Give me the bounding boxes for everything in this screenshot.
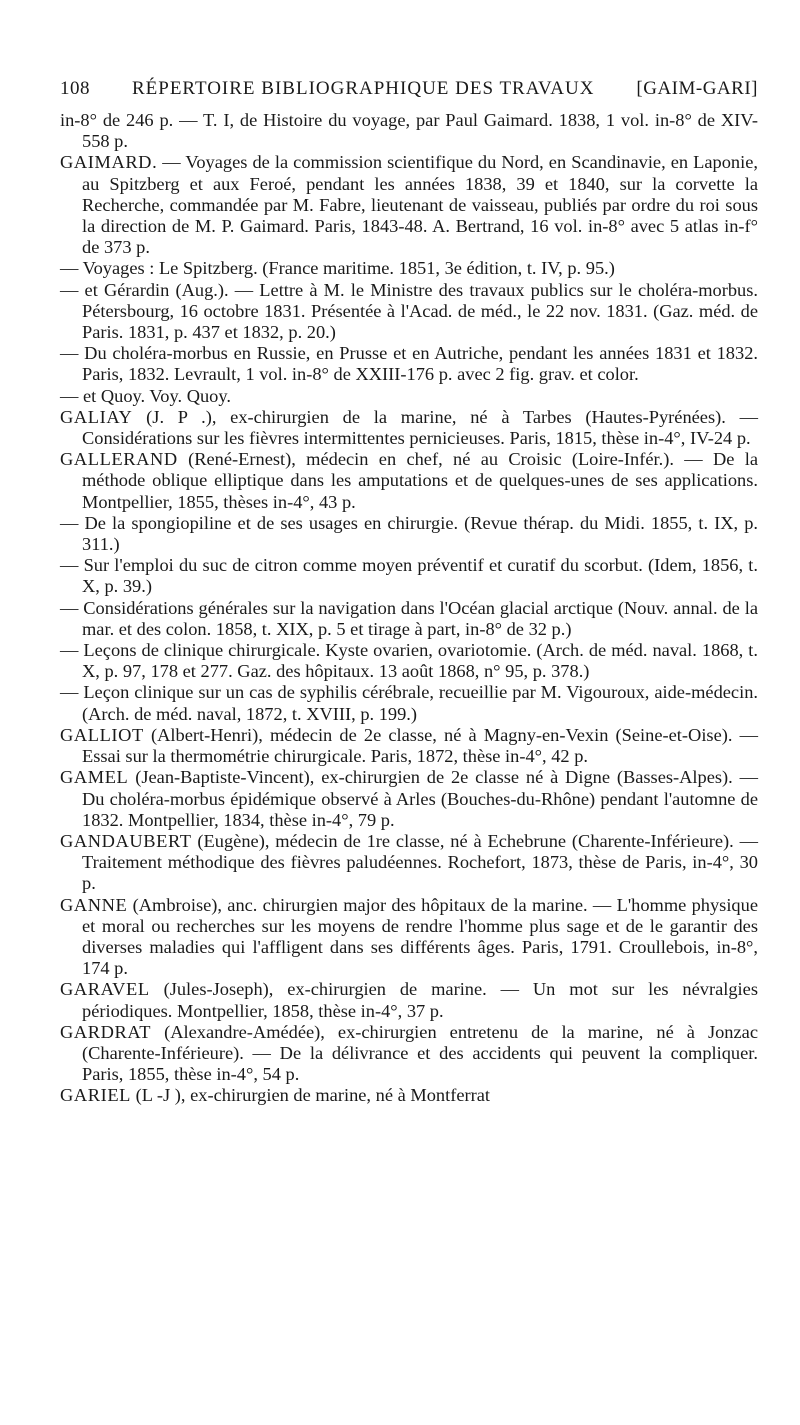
bibliography-entry <box>60 406 758 449</box>
entry-text: — Voyages : Le Spitzberg. (France maritime. 1851, 3e édition, t. IV, p. 95.) <box>60 258 615 279</box>
bibliography-entry <box>60 597 758 640</box>
bibliography-entry <box>60 1021 758 1086</box>
bibliography-entry <box>60 449 758 513</box>
entry-text: (Eugène), médecin de 1re classe, né à Echebrune (Charente-Inférieure). — Traitement méthodique des fièvres paludéennes. Rochefort, 1873, thèse de Paris, in-4°, 30 p. <box>82 830 758 894</box>
bibliography-entry <box>60 830 758 895</box>
alphabetical-range: [GAIM-GARI] <box>636 78 758 99</box>
entry-text: (Alexandre-Amédée), ex-chirurgien entretenu de la marine, né à Jonzac (Charente-Inférieure). — De la délivrance et des accidents qui peuvent la compliquer. Paris, 1855, thèse in-4°, 54 p. <box>82 1021 758 1085</box>
author-name: GARDRAT <box>60 1021 152 1042</box>
bibliography-entry <box>60 152 758 258</box>
entry-text: in-8° de 246 p. — T. I, de Histoire du voyage, par Paul Gaimard. 1838, 1 vol. in-8° de XIV-558 p. <box>60 110 758 152</box>
bibliography-entry <box>60 110 758 152</box>
bibliography-entry <box>60 512 758 555</box>
bibliography-entry <box>60 979 758 1021</box>
entry-text: — Leçon clinique sur un cas de syphilis cérébrale, recueillie par M. Vigouroux, aide-médecin. (Arch. de méd. naval, 1872, t. XVIII, p. 199.) <box>60 682 758 724</box>
bibliography-entry <box>60 343 758 385</box>
entry-text: — Leçons de clinique chirurgicale. Kyste ovarien, ovariotomie. (Arch. de méd. naval. 1868, t. X, p. 97, 178 et 277. Gaz. des hôpitaux. 13 août 1868, n° 95, p. 378.) <box>60 640 758 682</box>
bibliography-entry <box>60 767 758 831</box>
author-name: GANNE <box>60 894 128 915</box>
page-number: 108 <box>60 78 90 99</box>
author-name: GANDAUBERT <box>60 830 192 851</box>
bibliography-entry <box>60 279 758 344</box>
entry-text: — et Gérardin (Aug.). — Lettre à M. le Ministre des travaux publics sur le choléra-morbus. Pétersbourg, 16 octobre 1831. Présentée à l'Acad. de méd., le 22 nov. 1831. (Gaz. méd. de Paris. 1831, p. 437 et 1832, p. 20.) <box>60 279 758 343</box>
author-name: GAMEL <box>60 767 129 788</box>
running-title: RÉPERTOIRE BIBLIOGRAPHIQUE DES TRAVAUX <box>131 78 595 99</box>
entry-text: — Considérations générales sur la navigation dans l'Océan glacial arctique (Nouv. annal. de la mar. et des colon. 1858, t. XIX, p. 5 et tirage à part, in-8° de 32 p.) <box>60 597 758 639</box>
bibliography-entry <box>60 640 758 682</box>
author-name: GARIEL <box>60 1085 132 1106</box>
author-name: GALLIOT <box>60 724 144 745</box>
bibliography-entry <box>60 682 758 724</box>
author-name: GALLERAND <box>60 449 178 470</box>
entry-text: (Jules-Joseph), ex-chirurgien de marine. — Un mot sur les névralgies périodiques. Montpellier, 1858, thèse in-4°, 37 p. <box>82 979 758 1021</box>
bibliography-entry <box>60 385 758 407</box>
entry-text: (Albert-Henri), médecin de 2e classe, né à Magny-en-Vexin (Seine-et-Oise). — Essai sur la thermométrie chirurgicale. Paris, 1872, thèse in-4°, 42 p. <box>82 724 758 767</box>
author-name: GALIAY <box>60 406 133 427</box>
bibliography-entry <box>60 894 758 980</box>
author-name: GARAVEL <box>60 979 150 1000</box>
entry-text: — De la spongiopiline et de ses usages en chirurgie. (Revue thérap. du Midi. 1855, t. IX, p. 311.) <box>60 512 758 555</box>
entry-text: (Jean-Baptiste-Vincent), ex-chirurgien de 2e classe né à Digne (Basses-Alpes). — Du choléra-morbus épidémique observé à Arles (Bouches-du-Rhône) pendant l'automne de 1832. Montpellier, 1834, thèse in-4°, 79 p. <box>82 767 758 830</box>
bibliography-entry <box>60 724 758 767</box>
bibliography-entries <box>60 110 758 1107</box>
entry-text: — et Quoy. Voy. Quoy. <box>60 385 231 406</box>
entry-text: (Ambroise), anc. chirurgien major des hôpitaux de la marine. — L'homme physique et moral ou recherches sur les moyens de rendre l'homme plus sage et de le garantir des diverses maladies qui l'affligent dans ses différents âges. Paris, 1791. Croullebois, in-8°, 174 p. <box>82 894 758 979</box>
bibliography-entry <box>60 555 758 597</box>
entry-text: — Du choléra-morbus en Russie, en Prusse et en Autriche, pendant les années 1831 et 1832. Paris, 1832. Levrault, 1 vol. in-8° de XXIII-176 p. avec 2 fig. grav. et color. <box>60 343 758 385</box>
entry-text: — Voyages de la commission scientifique du Nord, en Scandinavie, en Laponie, au Spitzberg et aux Feroé, pendant les années 1838, 39 et 1840, sur la corvette la Recherche, commandée par M. Fabre, lieutenant de vaisseau, publiés par ordre du roi sous la direction de M. P. Gaimard. Paris, 1843-48. A. Bertrand, 16 vol. in-8° avec 5 atlas in-f° de 373 p. <box>82 152 758 258</box>
bibliography-entry <box>60 1085 758 1106</box>
entry-text: (J. P .), ex-chirurgien de la marine, né à Tarbes (Hautes-Pyrénées). — Considérations sur les fièvres intermittentes pernicieuses. Paris, 1815, thèse in-4°, IV-24 p. <box>82 406 758 449</box>
page-header <box>60 78 758 100</box>
entry-text: (L -J ), ex-chirurgien de marine, né à Montferrat <box>131 1085 491 1106</box>
author-name: GAIMARD. <box>60 152 158 173</box>
entry-text: — Sur l'emploi du suc de citron comme moyen préventif et curatif du scorbut. (Idem, 1856, t. X, p. 39.) <box>60 555 758 597</box>
bibliography-entry <box>60 258 758 279</box>
entry-text: (René-Ernest), médecin en chef, né au Croisic (Loire-Infér.). — De la méthode oblique elliptique dans les amputations et de quelques-unes de ses applications. Montpellier, 1855, thèses in-4°, 43 p. <box>82 449 758 512</box>
